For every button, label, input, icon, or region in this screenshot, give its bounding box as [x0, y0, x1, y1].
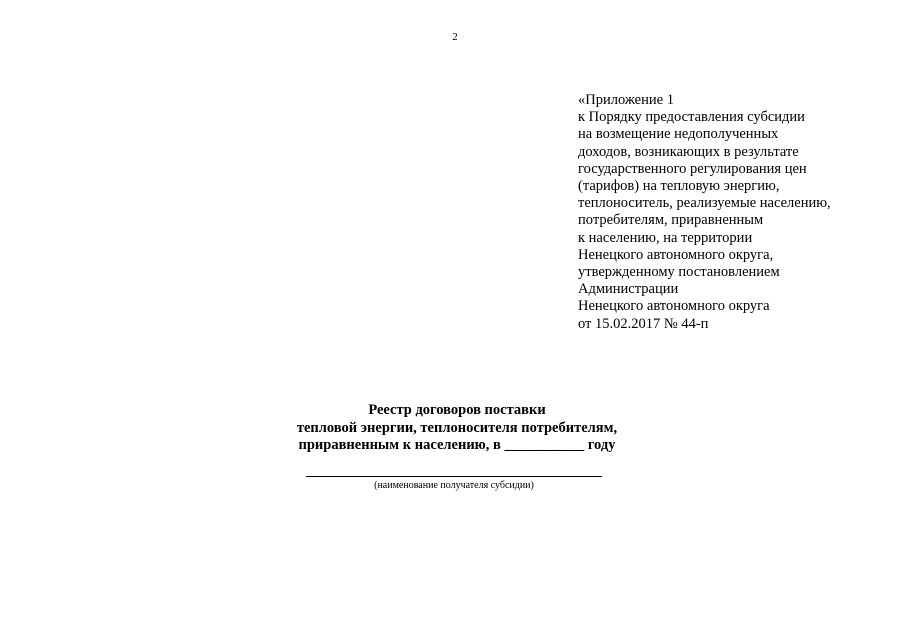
- appendix-line: на возмещение недополученных: [578, 126, 779, 143]
- appendix-line: «Приложение 1: [578, 92, 674, 108]
- appendix-line: теплоноситель, реализуемые населению,: [578, 195, 831, 212]
- appendix-line: государственного регулирования цен: [578, 160, 807, 177]
- appendix-line: доходов, возникающих в результате: [578, 143, 799, 160]
- document-title: [252, 402, 662, 455]
- recipient-caption: (наименование получателя субсидии): [374, 480, 534, 491]
- appendix-line: потребителям, приравненным: [578, 212, 764, 229]
- appendix-line: от 15.02.2017 № 44-п: [578, 315, 709, 332]
- appendix-line: утвержденному постановлением: [578, 264, 780, 281]
- appendix-line: к населению, на территории: [578, 229, 753, 246]
- appendix-line: (тарифов) на тепловую энергию,: [578, 178, 780, 195]
- title-line: Реестр договоров поставки: [368, 402, 546, 418]
- appendix-line: Администрации: [578, 281, 679, 298]
- title-line: тепловой энергии, теплоносителя потребителям,: [296, 419, 618, 436]
- appendix-line: Ненецкого автономного округа: [578, 298, 770, 315]
- appendix-line: к Порядку предоставления субсидии: [578, 109, 805, 126]
- appendix-line: Ненецкого автономного округа,: [578, 246, 774, 263]
- appendix-block: [578, 92, 878, 333]
- recipient-name-line: [306, 476, 602, 477]
- page-number: 2: [452, 31, 458, 43]
- title-line: приравненным к населению, в ___________ году: [298, 437, 616, 453]
